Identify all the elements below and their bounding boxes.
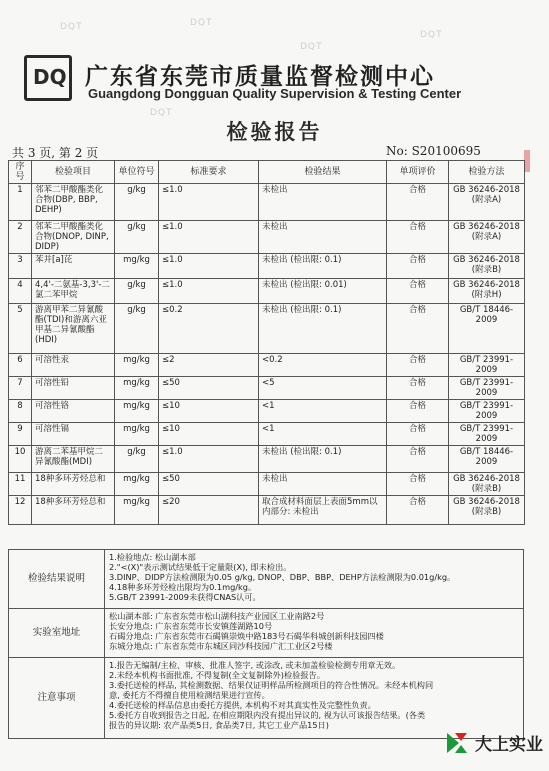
unit-symbol: mg/kg: [115, 377, 159, 400]
note-line: 3.委托送检的样品, 其检测数据、结果仅证明样品所检测项目的符合性情况。未经本机构同: [109, 680, 434, 690]
note-line: 报告的异议期: 农产品类5日, 食品类7日, 其它工业产品15日): [109, 720, 329, 730]
standard-requirement: ≤10: [159, 423, 259, 446]
brand-logo-icon: [445, 731, 469, 755]
dqt-logo-icon: DQ: [33, 65, 67, 89]
table-row: [9, 377, 525, 400]
standard-requirement: ≤1.0: [159, 254, 259, 279]
standard-requirement: ≤1.0: [159, 279, 259, 304]
standard-requirement: ≤50: [159, 377, 259, 400]
unit-symbol: g/kg: [115, 304, 159, 354]
note-line: 4.18种多环芳烃检出限均为0.1mg/kg。: [109, 582, 257, 592]
brand-footer: [445, 730, 543, 755]
note-line: 长安分地点: 广东省东莞市长安镇莲湖路10号: [109, 621, 273, 631]
table-row: [9, 221, 525, 254]
report-number: No: S20100695: [386, 144, 481, 158]
test-method: GB 36246-2018 (附录A): [449, 221, 525, 254]
standard-requirement: ≤0.2: [159, 304, 259, 354]
notice-label: 注意事项: [9, 658, 105, 739]
item-evaluation: 合格: [387, 377, 449, 400]
row-number: 3: [9, 254, 32, 279]
test-method: GB 36246-2018 (附录B): [449, 254, 525, 279]
row-number: 4: [9, 279, 32, 304]
col-header-unit: 单位符号: [115, 161, 159, 184]
test-item: 4,4'-二氨基-3,3'-二氯二苯甲烷: [32, 279, 115, 304]
col-header-evaluation: 单项评价: [387, 161, 449, 184]
col-header-method: 检验方法: [449, 161, 525, 184]
col-header-no: 序号: [9, 161, 32, 184]
unit-symbol: mg/kg: [115, 354, 159, 377]
test-item: 可溶性汞: [32, 354, 115, 377]
row-number: 6: [9, 354, 32, 377]
item-evaluation: 合格: [387, 354, 449, 377]
test-result: <5: [259, 377, 387, 400]
standard-requirement: ≤1.0: [159, 446, 259, 473]
standard-requirement: ≤1.0: [159, 184, 259, 221]
table-row: [9, 354, 525, 377]
test-method: GB 36246-2018 (附录A): [449, 184, 525, 221]
test-method: GB 36246-2018 (附录H): [449, 279, 525, 304]
row-number: 12: [9, 496, 32, 525]
col-header-requirement: 标准要求: [159, 161, 259, 184]
test-result: 未检出: [259, 184, 387, 221]
test-item: 邻苯二甲酸酯类化合物(DNOP, DINP, DIDP): [32, 221, 115, 254]
test-method: GB/T 18446-2009: [449, 304, 525, 354]
result-notes-content: [105, 550, 524, 609]
page-info: 共 3 页, 第 2 页: [12, 146, 99, 160]
test-result: <1: [259, 400, 387, 423]
note-line: 石碣分地点: 广东省东莞市石碣镇崇焕中路183号石碣华科城创新科技园四楼: [109, 631, 384, 641]
item-evaluation: 合格: [387, 254, 449, 279]
test-method: GB 36246-2018 (附录B): [449, 496, 525, 525]
test-result: 取合成材料面层上表面5mm以内部分: 未检出: [259, 496, 387, 525]
notice-content: [105, 658, 524, 739]
test-result: <0.2: [259, 354, 387, 377]
lab-address-content: [105, 609, 524, 658]
item-evaluation: 合格: [387, 473, 449, 496]
org-name-cn: 广东省东莞市质量监督检测中心: [85, 64, 435, 90]
item-evaluation: 合格: [387, 304, 449, 354]
test-item: 苯并[a]芘: [32, 254, 115, 279]
watermark: DQT: [150, 108, 173, 118]
test-method: GB/T 23991-2009: [449, 377, 525, 400]
item-evaluation: 合格: [387, 184, 449, 221]
item-evaluation: 合格: [387, 423, 449, 446]
item-evaluation: 合格: [387, 446, 449, 473]
row-number: 9: [9, 423, 32, 446]
unit-symbol: mg/kg: [115, 423, 159, 446]
item-evaluation: 合格: [387, 279, 449, 304]
row-number: 7: [9, 377, 32, 400]
test-result: 未检出 (检出限: 0.01): [259, 279, 387, 304]
test-method: GB/T 18446-2009: [449, 446, 525, 473]
standard-requirement: ≤20: [159, 496, 259, 525]
row-number: 10: [9, 446, 32, 473]
test-method: GB/T 23991-2009: [449, 423, 525, 446]
row-number: 11: [9, 473, 32, 496]
test-result: <1: [259, 423, 387, 446]
watermark: DQT: [420, 30, 443, 40]
table-row: [9, 254, 525, 279]
note-line: 松山湖本部: 广东省东莞市松山湖科技产业园区工业南路2号: [109, 611, 325, 621]
row-number: 2: [9, 221, 32, 254]
unit-symbol: g/kg: [115, 221, 159, 254]
standard-requirement: ≤50: [159, 473, 259, 496]
test-method: GB/T 23991-2009: [449, 400, 525, 423]
lab-address-label: 实验室地址: [9, 609, 105, 658]
test-item: 18种多环芳烃总和: [32, 496, 115, 525]
standard-requirement: ≤1.0: [159, 221, 259, 254]
note-line: 2."<(X)"表示测试结果低于定量限(X), 即未检出。: [109, 562, 292, 572]
watermark: DQT: [300, 42, 323, 52]
test-item: 可溶性镉: [32, 423, 115, 446]
brand-name: 大上实业: [475, 735, 543, 755]
col-header-item: 检验项目: [32, 161, 115, 184]
note-line: 2.未经本机构书面批准, 不得复制(全文复制除外)检验报告。: [109, 670, 325, 680]
test-result: 未检出 (检出限: 0.1): [259, 254, 387, 279]
org-name-en: Guangdong Dongguan Quality Supervision & Testing Center: [88, 86, 462, 101]
table-row: [9, 446, 525, 473]
unit-symbol: mg/kg: [115, 473, 159, 496]
row-number: 8: [9, 400, 32, 423]
test-item: 18种多环芳烃总和: [32, 473, 115, 496]
standard-requirement: ≤10: [159, 400, 259, 423]
row-number: 1: [9, 184, 32, 221]
unit-symbol: g/kg: [115, 446, 159, 473]
table-row: [9, 496, 525, 525]
unit-symbol: g/kg: [115, 279, 159, 304]
standard-requirement: ≤2: [159, 354, 259, 377]
note-line: 5.委托方自收到报告之日起, 在相应期限内没有提出异议的, 视为认可该报告结果。(各类: [109, 710, 426, 720]
note-line: 东城分地点: 广东省东莞市东城区同沙科技园广汇工业区2号楼: [109, 641, 333, 651]
note-line: 4.委托送检的样品信息由委托方提供, 本机构不对其真实性及完整性负责。: [109, 700, 376, 710]
unit-symbol: g/kg: [115, 184, 159, 221]
note-line: 3.DINP、DIDP方法检测限为0.05 g/kg, DNOP、DBP、BBP、DEHP方法检测限为0.01g/kg。: [109, 572, 456, 582]
notes-table: [8, 549, 524, 739]
table-row: [9, 400, 525, 423]
notes-row-notice: [9, 658, 524, 739]
unit-symbol: mg/kg: [115, 400, 159, 423]
item-evaluation: 合格: [387, 400, 449, 423]
test-result: 未检出: [259, 221, 387, 254]
unit-symbol: mg/kg: [115, 496, 159, 525]
table-row: [9, 184, 525, 221]
test-method: GB 36246-2018 (附录B): [449, 473, 525, 496]
test-method: GB/T 23991-2009: [449, 354, 525, 377]
row-number: 5: [9, 304, 32, 354]
table-row: [9, 423, 525, 446]
note-line: 1.检验地点: 松山湖本部: [109, 552, 196, 562]
test-result: 未检出: [259, 473, 387, 496]
test-item: 邻苯二甲酸酯类化合物(DBP, BBP, DEHP): [32, 184, 115, 221]
watermark: DQT: [60, 22, 83, 32]
document-title: 检验报告: [226, 120, 323, 144]
test-result: 未检出 (检出限: 0.1): [259, 446, 387, 473]
col-header-result: 检验结果: [259, 161, 387, 184]
test-result: 未检出 (检出限: 0.1): [259, 304, 387, 354]
item-evaluation: 合格: [387, 221, 449, 254]
notes-row-lab: [9, 609, 524, 658]
dqt-logo: [24, 55, 72, 101]
test-item: 可溶性铅: [32, 377, 115, 400]
table-row: [9, 304, 525, 354]
table-row: [9, 473, 525, 496]
test-item: 游离甲苯二异氰酸酯(TDI)和游离六亚甲基二异氰酸酯(HDI): [32, 304, 115, 354]
note-line: 意, 委托方不得擅自使用检测结果进行宣传。: [109, 690, 270, 700]
test-item: 可溶性铬: [32, 400, 115, 423]
note-line: 5.GB/T 23991-2009未获得CNAS认可。: [109, 592, 261, 602]
table-header-row: [9, 161, 525, 184]
result-notes-label: 检验结果说明: [9, 550, 105, 609]
table-row: [9, 279, 525, 304]
test-item: 游离二苯基甲烷二异氰酸酯(MDI): [32, 446, 115, 473]
watermark: DQT: [190, 18, 213, 28]
unit-symbol: mg/kg: [115, 254, 159, 279]
item-evaluation: 合格: [387, 496, 449, 525]
results-table: [8, 160, 525, 525]
note-line: 1.报告无编制/主检、审核、批准人签字, 或涂改, 或未加盖检验检测专用章无效。: [109, 660, 401, 670]
notes-row-result: [9, 550, 524, 609]
